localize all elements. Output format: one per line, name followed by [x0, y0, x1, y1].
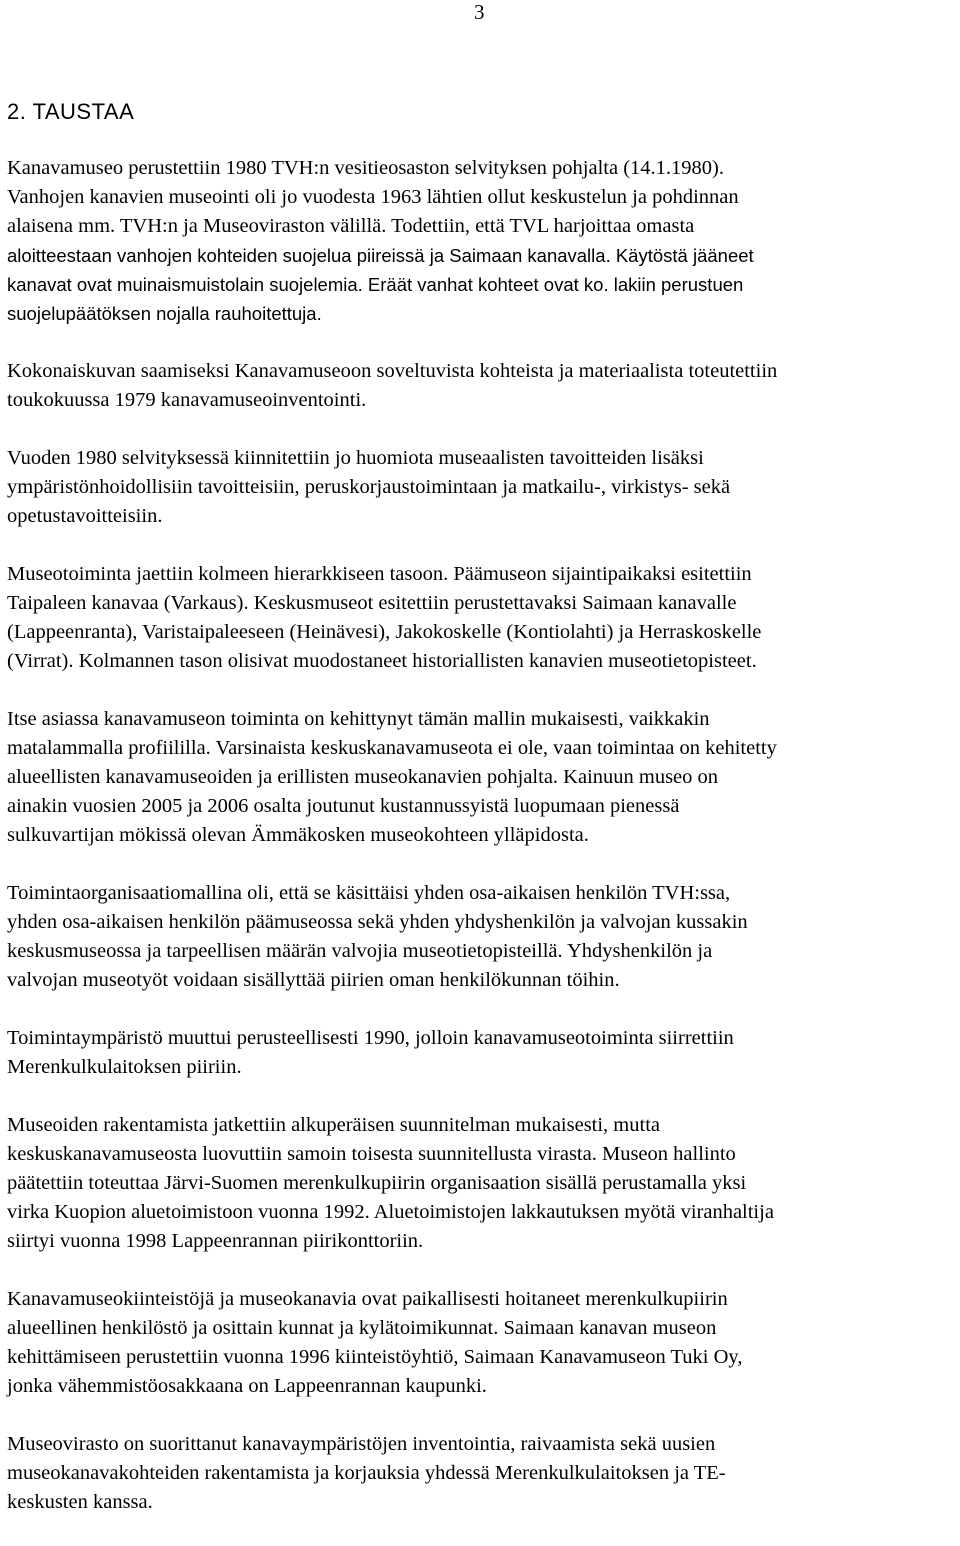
paragraph — [7, 154, 957, 328]
paragraph-line: ympäristönhoidollisiin tavoitteisiin, peruskorjaustoimintaan ja matkailu-, virkistys- sekä — [7, 476, 731, 498]
paragraph — [7, 1024, 957, 1082]
paragraph — [7, 560, 957, 676]
paragraph-line: jonka vähemmistöosakkaana on Lappeenrannan kaupunki. — [7, 1375, 487, 1397]
paragraph — [7, 1430, 957, 1517]
paragraph — [7, 1111, 957, 1256]
paragraph-line: Vuoden 1980 selvityksessä kiinnitettiin jo huomiota museaalisten tavoitteiden lisäksi — [7, 447, 704, 469]
paragraph-line: Merenkulkulaitoksen piiriin. — [7, 1056, 242, 1078]
paragraph-line: Museovirasto on suorittanut kanavaympäristöjen inventointia, raivaamista sekä uusien — [7, 1433, 716, 1455]
paragraph-line: päätettiin toteuttaa Järvi-Suomen merenkulkupiirin organisaation sisällä perustamalla yksi — [7, 1172, 747, 1194]
paragraph-line: valvojan museotyöt voidaan sisällyttää piirien oman henkilökunnan töihin. — [7, 969, 620, 991]
paragraph-line: opetustavoitteisiin. — [7, 505, 163, 527]
paragraph-line: Museoiden rakentamista jatkettiin alkuperäisen suunnitelman mukaisesti, mutta — [7, 1114, 660, 1136]
paragraph-line: sulkuvartijan mökissä olevan Ämmäkosken museokohteen ylläpidosta. — [7, 824, 589, 846]
paragraph-line: suojelupäätöksen nojalla rauhoitettuja. — [7, 303, 322, 324]
paragraph-line: matalammalla profiililla. Varsinaista keskuskanavamuseota ei ole, vaan toimintaa on kehitetty — [7, 737, 777, 759]
paragraph — [7, 357, 957, 415]
paragraph-line: (Virrat). Kolmannen tason olisivat muodostaneet historiallisten kanavien museotietopisteet. — [7, 650, 757, 672]
paragraph-line: Museotoiminta jaettiin kolmeen hierarkkiseen tasoon. Päämuseon sijaintipaikaksi esitettiin — [7, 563, 752, 585]
paragraph-line: yhden osa-aikaisen henkilön päämuseossa sekä yhden yhdyshenkilön ja valvojan kussakin — [7, 911, 748, 933]
paragraph-line: Kanavamuseo perustettiin 1980 TVH:n vesitieosaston selvityksen pohjalta (14.1.1980). — [7, 157, 724, 179]
paragraph-line: virka Kuopion aluetoimistoon vuonna 1992. Aluetoimistojen lakkautuksen myötä viranhaltija — [7, 1201, 774, 1223]
paragraph-line: keskuskanavamuseosta luovuttiin samoin toisesta suunnitellusta virasta. Museon hallinto — [7, 1143, 736, 1165]
paragraph — [7, 879, 957, 995]
paragraph-line: (Lappeenranta), Varistaipaleeseen (Heinävesi), Jakokoskelle (Kontiolahti) ja Herraskoskelle — [7, 621, 762, 643]
paragraph-line: alaisena mm. TVH:n ja Museoviraston välillä. Todettiin, että TVL harjoittaa omasta — [7, 215, 695, 237]
paragraph-line: Itse asiassa kanavamuseon toiminta on kehittynyt tämän mallin mukaisesti, vaikkakin — [7, 708, 710, 730]
paragraph-line: toukokuussa 1979 kanavamuseoinventointi. — [7, 389, 367, 411]
paragraph — [7, 1285, 957, 1401]
paragraph-line: Kanavamuseokiinteistöjä ja museokanavia ovat paikallisesti hoitaneet merenkulkupiirin — [7, 1288, 728, 1310]
paragraph — [7, 444, 957, 531]
page-number: 3 — [474, 0, 485, 24]
paragraph-line: alueellisten kanavamuseoiden ja erillisten museokanavien pohjalta. Kainuun museo on — [7, 766, 719, 788]
paragraph-line: Taipaleen kanavaa (Varkaus). Keskusmuseot esitettiin perustettavaksi Saimaan kanavalle — [7, 592, 737, 614]
paragraph — [7, 705, 957, 850]
paragraph-line: keskusmuseossa ja tarpeellisen määrän valvojia museotietopisteillä. Yhdyshenkilön ja — [7, 940, 713, 962]
paragraph-line: keskusten kanssa. — [7, 1491, 153, 1513]
paragraph-line: ainakin vuosien 2005 ja 2006 osalta joutunut kustannussyistä luopumaan pienessä — [7, 795, 680, 817]
section-heading: 2. TAUSTAA — [7, 99, 135, 124]
body-text — [7, 154, 957, 1546]
paragraph-line: museokanavakohteiden rakentamista ja korjauksia yhdessä Merenkulkulaitoksen ja TE- — [7, 1462, 726, 1484]
paragraph-line: aloitteestaan vanhojen kohteiden suojelua piireissä ja Saimaan kanavalla. Käytöstä jääneet — [7, 245, 754, 266]
paragraph-line: alueellinen henkilöstö ja osittain kunnat ja kylätoimikunnat. Saimaan kanavan museon — [7, 1317, 717, 1339]
paragraph-line: Vanhojen kanavien museointi oli jo vuodesta 1963 lähtien ollut keskustelun ja pohdinnan — [7, 186, 739, 208]
paragraph-line: Kokonaiskuvan saamiseksi Kanavamuseoon soveltuvista kohteista ja materiaalista toteutettiin — [7, 360, 778, 382]
paragraph-line: Toimintaympäristö muuttui perusteellisesti 1990, jolloin kanavamuseotoiminta siirrettiin — [7, 1027, 734, 1049]
paragraph-line: kanavat ovat muinaismuistolain suojelemia. Eräät vanhat kohteet ovat ko. lakiin perustuen — [7, 274, 744, 295]
paragraph-line: siirtyi vuonna 1998 Lappeenrannan piirikonttoriin. — [7, 1230, 424, 1252]
paragraph-line: kehittämiseen perustettiin vuonna 1996 kiinteistöyhtiö, Saimaan Kanavamuseon Tuki Oy, — [7, 1346, 743, 1368]
paragraph-line: Toimintaorganisaatiomallina oli, että se käsittäisi yhden osa-aikaisen henkilön TVH:ssa, — [7, 882, 731, 904]
